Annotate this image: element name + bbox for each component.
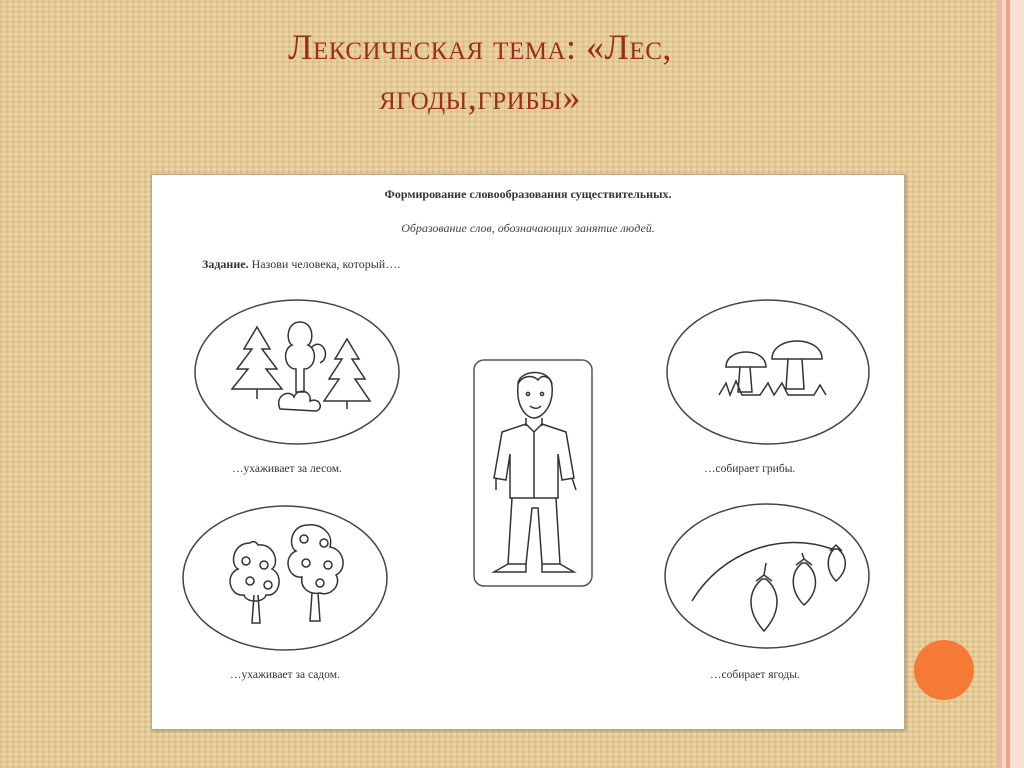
worksheet-image xyxy=(151,174,905,730)
strawberries-icon xyxy=(692,542,845,631)
caption-mushrooms: …собирает грибы. xyxy=(704,463,796,475)
accent-circle xyxy=(914,640,974,700)
berries-oval xyxy=(662,501,872,651)
mushrooms-icon xyxy=(719,341,826,395)
garden-oval xyxy=(180,503,390,653)
caption-forest: …ухаживает за лесом. xyxy=(232,463,342,475)
decorative-side-stripes xyxy=(996,0,1024,768)
worksheet-task xyxy=(202,257,400,272)
forest-oval xyxy=(192,297,402,447)
boy-figure-icon xyxy=(494,372,576,572)
boy-figure xyxy=(472,358,596,590)
forest-trees-icon xyxy=(232,322,370,411)
task-label: Задание. xyxy=(202,257,249,271)
caption-garden: …ухаживает за садом. xyxy=(230,669,340,681)
fruit-trees-icon xyxy=(230,525,343,623)
worksheet-subheading: Образование слов, обозначающих занятие людей. xyxy=(401,221,655,235)
slide-title-line-1: Лексическая тема: «Лес, xyxy=(288,27,672,67)
caption-berries: …собирает ягоды. xyxy=(710,669,800,681)
mushrooms-oval xyxy=(664,297,872,447)
slide-title xyxy=(180,22,780,122)
worksheet-heading: Формирование словообразования существительных. xyxy=(384,187,672,201)
task-text: Назови человека, который…. xyxy=(251,257,401,271)
slide-title-line-2: ягоды,грибы» xyxy=(379,77,581,117)
